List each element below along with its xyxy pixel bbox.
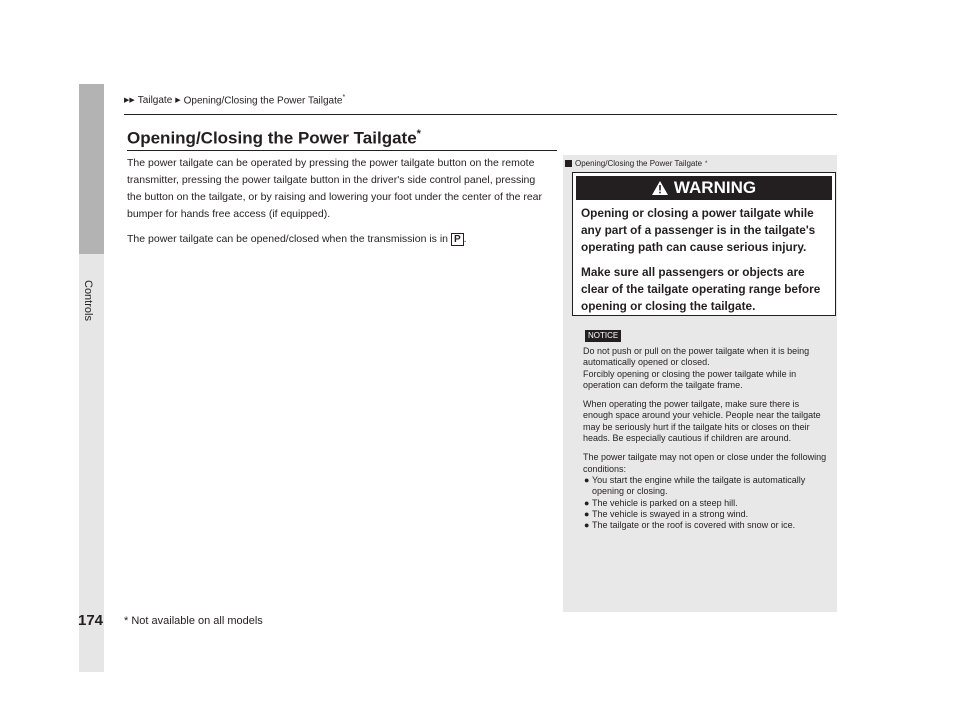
list-item: ● The tailgate or the roof is covered with snow or ice. [584,520,796,531]
header-rule [124,114,837,115]
list-item: ● The vehicle is parked on a steep hill. [584,497,738,508]
condition-list [583,475,831,531]
body-paragraph: The power tailgate can be opened/closed when the transmission is in P . [127,233,467,245]
section-label: Controls [82,280,94,321]
breadcrumb-item-tailgate[interactable]: Tailgate [137,94,173,106]
notice-badge: NOTICE [585,330,621,342]
breadcrumb [124,94,345,106]
side-panel-title: Opening/Closing the Power Tailgate * [565,159,707,168]
warning-box [572,172,836,316]
main-body [127,155,552,256]
page-number: 174 [78,612,104,629]
page-title: Opening/Closing the Power Tailgate* [127,128,421,148]
section-tab [79,84,104,254]
reference-icon [565,160,572,167]
notice-paragraph: Do not push or pull on the power tailgate when it is being automatically opened or closed. Forcibly opening or closing the power tailgate while in operation can deform the tailgate frame. [583,346,810,390]
title-rule [127,150,557,151]
warning-triangle-icon [652,181,668,195]
footnote: * Not available on all models [124,615,263,627]
list-item: ● You start the engine while the tailgate is automatically opening or closing. [584,474,806,497]
warning-text: Opening or closing a power tailgate while any part of a passenger is in the tailgate's operating path can cause serious injury. Make sure all passengers or objects are clear of the tailgate operating range before opening or closing the tailgate. [581,206,821,313]
panel-paragraph: When operating the power tailgate, make sure there is enough space around your vehicle. People near the tailgate may be seriously hurt if the tailgate hits or closes on their heads. Be especially cautious if children are around. [583,399,821,444]
breadcrumb-arrow-icon: ▶▶ [124,97,135,105]
side-panel-text [583,346,831,531]
body-paragraph: The power tailgate can be operated by pressing the power tailgate button on the remote transmitter, pressing the power tailgate button in the driver's side control panel, pressing the button on the tailgate, or by raising and lowering your foot under the center of the rear bumper for hands free access (if equipped). [127,157,543,220]
breadcrumb-item-power-tailgate[interactable]: Opening/Closing the Power Tailgate* [183,94,346,107]
panel-paragraph: The power tailgate may not open or close under the following conditions: [583,452,827,474]
list-item: ● The vehicle is swayed in a strong wind. [584,508,749,519]
gear-p-symbol: P [451,233,464,246]
breadcrumb-arrow-icon: ▶ [175,97,181,105]
warning-header: WARNING [576,176,832,200]
